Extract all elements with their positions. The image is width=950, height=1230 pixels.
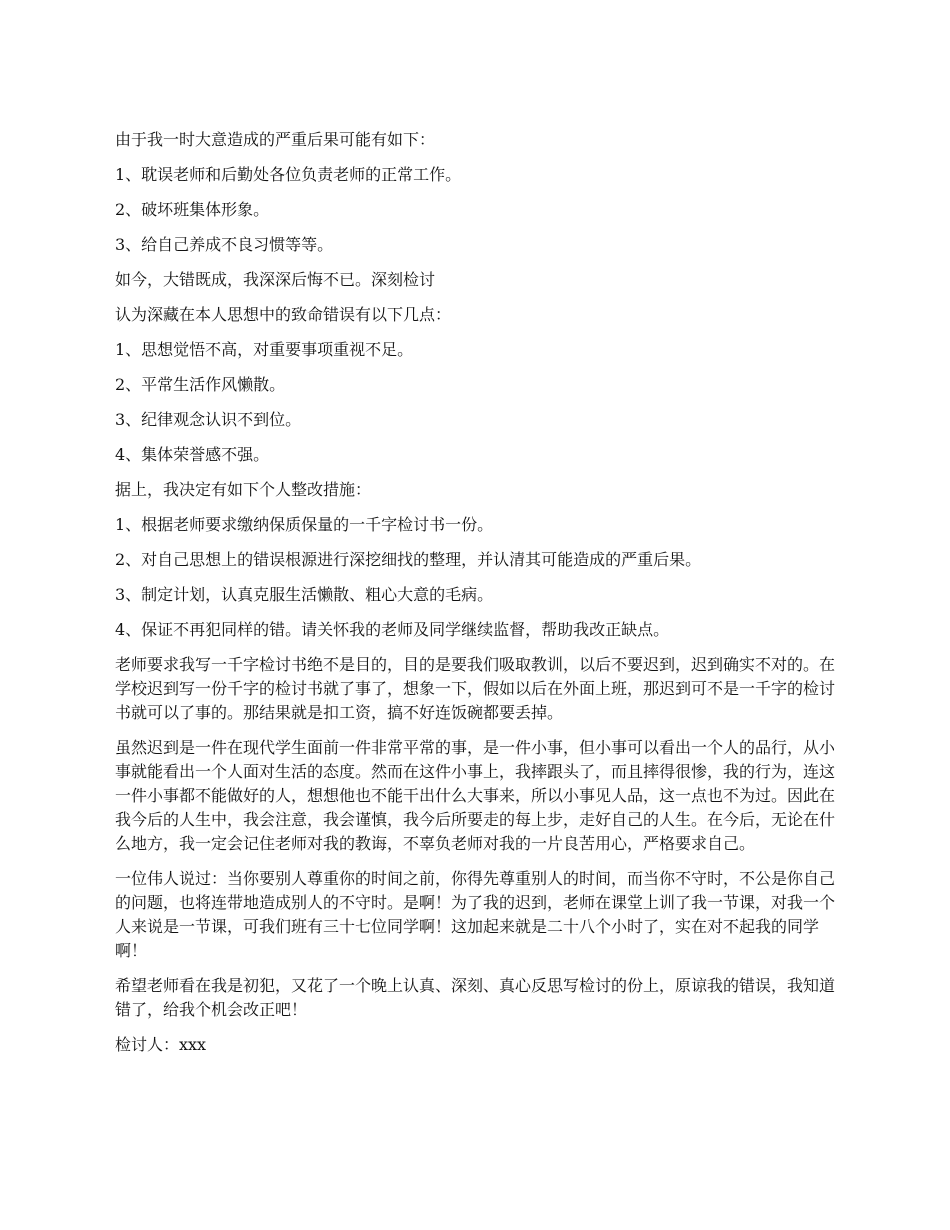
error-item: 2、平常生活作风懒散。: [115, 375, 286, 394]
measure-item: 2、对自己思想上的错误根源进行深挖细找的整理，并认清其可能造成的严重后果。: [115, 550, 702, 569]
reflection-line: 如今，大错既成，我深深后悔不已。深刻检讨: [115, 270, 436, 289]
intro-line: 由于我一时大意造成的严重后果可能有如下：: [115, 130, 436, 149]
measure-item: 1、根据老师要求缴纳保质保量的一千字检讨书一份。: [115, 515, 494, 534]
body-paragraph: 老师要求我写一千字检讨书绝不是目的，目的是要我们吸取教训，以后不要迟到，迟到确实不对的。在学校迟到写一份千字的检讨书就了事了，想象一下，假如以后在外面上班，那迟到可不是一千字的检讨书就可以了事的。那结果就是扣工资，搞不好连饭碗都要丢掉。: [115, 655, 836, 722]
document-body: [115, 128, 840, 1068]
consequence-item: 1、耽误老师和后勤处各位负责老师的正常工作。: [115, 165, 462, 184]
error-item: 3、纪律观念认识不到位。: [115, 410, 302, 429]
measure-item: 3、制定计划，认真克服生活懒散、粗心大意的毛病。: [115, 585, 494, 604]
consequence-item: 2、破坏班集体形象。: [115, 200, 270, 219]
errors-intro-line: 认为深藏在本人思想中的致命错误有以下几点：: [115, 305, 452, 324]
error-item: 4、集体荣誉感不强。: [115, 445, 270, 464]
consequence-item: 3、给自己养成不良习惯等等。: [115, 235, 334, 254]
body-paragraph: 虽然迟到是一件在现代学生面前一件非常平常的事，是一件小事，但小事可以看出一个人的品行，从小事就能看出一个人面对生活的态度。然而在这件小事上，我摔跟头了，而且摔得很惨，我的行为，连这一件小事都不能做好的人，想想他也不能干出什么大事来，所以小事见人品，这一点也不为过。因此在我今后的人生中，我会注意，我会谨慎，我今后所要走的每上步，走好自己的人生。在今后，无论在什么地方，我一定会记住老师对我的教诲，不辜负老师对我的一片良苦用心，严格要求自己。: [115, 738, 836, 853]
body-paragraph: 希望老师看在我是初犯，又花了一个晚上认真、深刻、真心反思写检讨的份上，原谅我的错误，我知道错了，给我个机会改正吧！: [115, 976, 836, 1019]
signature-line: 检讨人：xxx: [115, 1035, 207, 1054]
error-item: 1、思想觉悟不高，对重要事项重视不足。: [115, 340, 414, 359]
measure-item: 4、保证不再犯同样的错。请关怀我的老师及同学继续监督，帮助我改正缺点。: [115, 620, 670, 639]
body-paragraph: 一位伟人说过：当你要别人尊重你的时间之前，你得先尊重别人的时间，而当你不守时，不公是你自己的问题，也将连带地造成别人的不守时。是啊！为了我的迟到，老师在课堂上训了我一节课，对我一个人来说是一节课，可我们班有三十七位同学啊！这加起来就是二十八个小时了，实在对不起我的同学啊！: [115, 869, 836, 960]
measures-intro-line: 据上，我决定有如下个人整改措施：: [115, 480, 372, 499]
